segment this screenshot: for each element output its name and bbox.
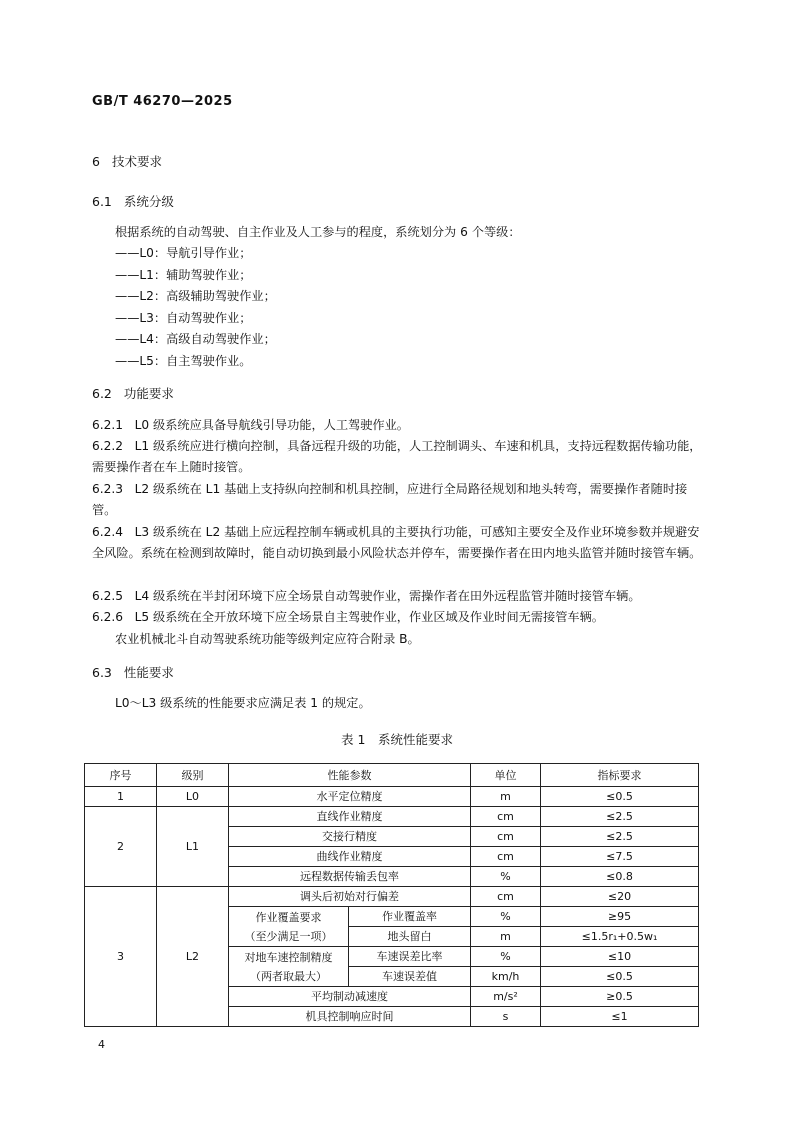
group-label: 作业覆盖要求 <box>255 910 322 924</box>
clause-text: L5 级系统在全开放环境下应全场景自主驾驶作业，作业区域及作业时间无需接管车辆。 <box>134 610 604 624</box>
param-cell: 曲线作业精度 <box>229 847 471 867</box>
level-cell: L2 <box>157 887 229 1027</box>
header-cell: 级别 <box>157 764 229 787</box>
unit-cell: % <box>471 907 541 927</box>
req-cell: ≤0.5 <box>541 787 699 807</box>
s63-intro: L0～L3 级系统的性能要求应满足表 1 的规定。 <box>115 696 371 710</box>
header-cell: 序号 <box>85 764 157 787</box>
level-item: ——L1：辅助驾驶作业； <box>115 268 252 282</box>
annex-note: 农业机械北斗自动驾驶系统功能等级判定应符合附录 B。 <box>115 632 420 646</box>
clause-number: 6.2.4 <box>92 525 124 539</box>
group-label-note: （两者取最大） <box>250 969 327 983</box>
unit-cell: cm <box>471 807 541 827</box>
group-label: 对地车速控制精度 <box>244 950 333 964</box>
unit-cell: m <box>471 927 541 947</box>
param-cell: 交接行精度 <box>229 827 471 847</box>
page-number: 4 <box>98 1038 105 1051</box>
s61-intro: 根据系统的自动驾驶、自主作业及人工参与的程度，系统划分为 6 个等级： <box>115 225 521 239</box>
unit-cell: cm <box>471 847 541 867</box>
req-cell: ≤20 <box>541 887 699 907</box>
clause-text: L2 级系统在 L1 基础上支持纵向控制和机具控制，应进行全局路径规划和地头转弯，需要操作者随时接管。 <box>92 482 688 517</box>
table-row <box>85 887 699 907</box>
clause-6-2-1 <box>92 415 702 436</box>
clause-number: 6.2.1 <box>92 418 124 432</box>
seq-cell: 2 <box>85 807 157 887</box>
param-cell: 调头后初始对行偏差 <box>229 887 471 907</box>
unit-cell: m/s² <box>471 987 541 1007</box>
seq-cell: 3 <box>85 887 157 1027</box>
level-cell: L1 <box>157 807 229 887</box>
section-6-3-heading <box>92 663 174 681</box>
group-label-cell <box>229 947 349 987</box>
unit-cell: m <box>471 787 541 807</box>
unit-cell: s <box>471 1007 541 1027</box>
clause-6-2-5 <box>92 586 702 607</box>
req-cell: ≤1 <box>541 1007 699 1027</box>
req-cell: ≤2.5 <box>541 827 699 847</box>
section-number: 6.1 <box>92 194 112 209</box>
section-title: 系统分级 <box>123 194 174 209</box>
table-row <box>85 807 699 827</box>
group-label-note: （至少满足一项） <box>244 929 333 943</box>
param-cell: 平均制动减速度 <box>229 987 471 1007</box>
req-cell: ≤0.5 <box>541 967 699 987</box>
clause-text: L0 级系统应具备导航线引导功能，人工驾驶作业。 <box>134 418 409 432</box>
section-number: 6.2 <box>92 386 112 401</box>
clause-text: L1 级系统应进行横向控制，具备远程升级的功能，人工控制调头、车速和机具，支持远程数据传输功能，需要操作者在车上随时接管。 <box>92 439 702 474</box>
level-item: ——L0：导航引导作业； <box>115 246 252 260</box>
level-item: ——L4：高级自动驾驶作业； <box>115 332 276 346</box>
group-label-cell <box>229 907 349 947</box>
req-cell: ≥95 <box>541 907 699 927</box>
level-item: ——L2：高级辅助驾驶作业； <box>115 289 276 303</box>
req-cell: ≤10 <box>541 947 699 967</box>
table-caption: 表 1 系统性能要求 <box>341 732 453 747</box>
req-cell: ≥0.5 <box>541 987 699 1007</box>
req-cell: ≤2.5 <box>541 807 699 827</box>
clause-number: 6.2.2 <box>92 439 124 453</box>
clause-number: 6.2.3 <box>92 482 124 496</box>
param-cell: 直线作业精度 <box>229 807 471 827</box>
param-cell: 机具控制响应时间 <box>229 1007 471 1027</box>
level-item: ——L5：自主驾驶作业。 <box>115 354 252 368</box>
section-6-1-heading <box>92 192 174 210</box>
section-title: 功能要求 <box>123 386 174 401</box>
req-cell: ≤0.8 <box>541 867 699 887</box>
param-cell: 水平定位精度 <box>229 787 471 807</box>
clause-6-2-4 <box>92 522 702 564</box>
performance-table <box>84 763 699 1027</box>
header-cell: 单位 <box>471 764 541 787</box>
standard-code: GB/T 46270—2025 <box>92 94 233 109</box>
param-cell: 车速误差值 <box>349 967 471 987</box>
param-cell: 车速误差比率 <box>349 947 471 967</box>
section-6-heading <box>92 152 162 170</box>
req-cell: ≤1.5r₁+0.5w₁ <box>541 927 699 947</box>
unit-cell: % <box>471 947 541 967</box>
req-cell: ≤7.5 <box>541 847 699 867</box>
param-cell: 远程数据传输丢包率 <box>229 867 471 887</box>
section-number: 6 <box>92 154 100 169</box>
seq-cell: 1 <box>85 787 157 807</box>
level-item: ——L3：自动驾驶作业； <box>115 311 252 325</box>
table-header-row <box>85 764 699 787</box>
clause-6-2-2 <box>92 436 702 478</box>
clause-text: L3 级系统在 L2 基础上应远程控制车辆或机具的主要执行功能，可感知主要安全及作业环境参数并规避安全风险。系统在检测到故障时，能自动切换到最小风险状态并停车，需要操作者在田内地头监管并随时接管车辆。 <box>92 525 702 560</box>
param-cell: 作业覆盖率 <box>349 907 471 927</box>
section-title: 技术要求 <box>111 154 162 169</box>
unit-cell: cm <box>471 887 541 907</box>
section-6-2-heading <box>92 384 174 402</box>
clause-6-2-6 <box>92 607 702 628</box>
table-row <box>85 787 699 807</box>
unit-cell: km/h <box>471 967 541 987</box>
unit-cell: % <box>471 867 541 887</box>
clause-6-2-3 <box>92 479 702 521</box>
section-number: 6.3 <box>92 665 112 680</box>
section-title: 性能要求 <box>123 665 174 680</box>
header-cell: 指标要求 <box>541 764 699 787</box>
clause-number: 6.2.6 <box>92 610 124 624</box>
param-cell: 地头留白 <box>349 927 471 947</box>
clause-text: L4 级系统在半封闭环境下应全场景自动驾驶作业，需操作者在田外远程监管并随时接管车辆。 <box>134 589 641 603</box>
clause-number: 6.2.5 <box>92 589 124 603</box>
header-cell: 性能参数 <box>229 764 471 787</box>
unit-cell: cm <box>471 827 541 847</box>
level-cell: L0 <box>157 787 229 807</box>
